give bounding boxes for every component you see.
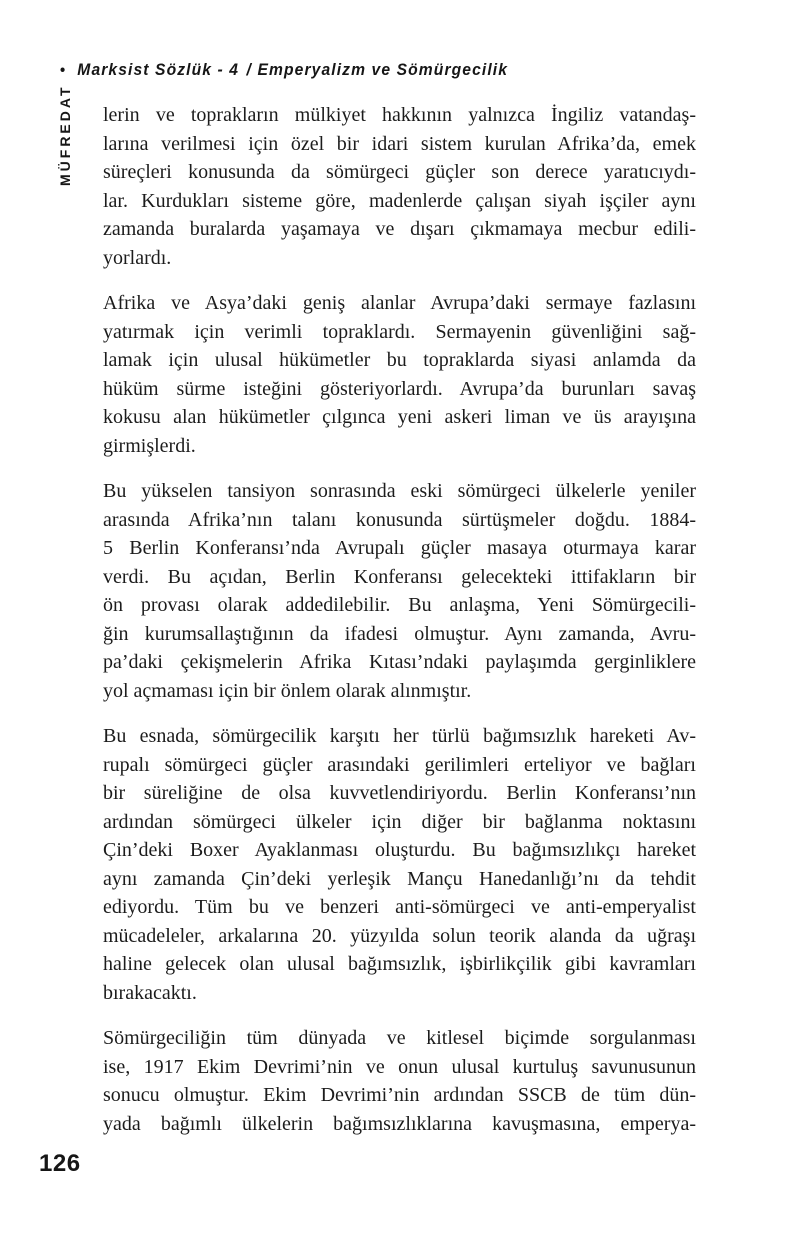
header-chapter-title: Emperyalizm ve Sömürgecilik xyxy=(257,60,509,79)
text-line: bırakacaktı. xyxy=(103,981,197,1004)
text-line: 5 Berlin Konferansı’nda Avrupalı güçler masaya oturmaya karar xyxy=(103,537,696,559)
text-line: ardından sömürgeci ülkeler için diğer bir bağlanma noktasını xyxy=(103,810,696,833)
text-line: süreçleri konusunda da sömürgeci güçler son derece yaratıcıydı- xyxy=(103,161,696,183)
text-line: ğin kurumsallaştığının da ifadesi olmuştur. Aynı zamanda, Avru- xyxy=(103,622,696,645)
text-line: lerin ve toprakların mülkiyet hakkının yalnızca İngiliz vatandaş- xyxy=(103,104,696,126)
text-line: mücadeleler, arkalarına 20. yüzyılda solun teorik alanda da uğraşı xyxy=(103,924,696,947)
text-line: yatırmak için verimli topraklardı. Sermayenin güvenliğini sağ- xyxy=(103,320,696,343)
text-line: haline gelecek olan ulusal bağımsızlık, işbirlikçilik gibi kavramları xyxy=(103,953,696,975)
paragraph xyxy=(103,1024,696,1138)
text-line: rupalı sömürgeci güçler arasındaki gerilimleri erteliyor ve bağları xyxy=(103,753,696,776)
text-line: Sömürgeciliğin tüm dünyada ve kitlesel biçimde sorgulanması xyxy=(103,1027,696,1049)
text-line: kokusu alan hükümetler çılgınca yeni askeri liman ve üs arayışına xyxy=(103,406,696,428)
text-line: Çin’deki Boxer Ayaklanması oluşturdu. Bu bağımsızlıkçı hareket xyxy=(103,839,696,861)
text-line: girmişlerdi. xyxy=(103,434,196,457)
text-line: hüküm sürme isteğini gösteriyorlardı. Avrupa’da burunları savaş xyxy=(103,377,696,400)
text-line: Afrika ve Asya’daki geniş alanlar Avrupa’daki sermaye fazlasını xyxy=(103,292,696,314)
text-line: yol açmaması için bir önlem olarak alınmıştır. xyxy=(103,679,472,702)
text-line: Bu yükselen tansiyon sonrasında eski sömürgeci ülkelerle yeniler xyxy=(103,480,696,502)
text-line: larına verilmesi için özel bir idari sistem kurulan Afrika’da, emek xyxy=(103,132,696,155)
header-series-title: Marksist Sözlük - 4 xyxy=(77,60,240,79)
paragraph xyxy=(103,722,696,1007)
text-line: ön provası olarak addedilebilir. Bu anlaşma, Yeni Sömürgecili- xyxy=(103,594,696,616)
text-line: lamak için ulusal hükümetler bu topraklarda siyasi anlamda da xyxy=(103,349,696,371)
text-line: bir süreliğine de olsa kuvvetlendiriyordu. Berlin Konferansı’nın xyxy=(103,782,696,804)
text-line: yorlardı. xyxy=(103,246,172,269)
text-line: aynı zamanda Çin’deki yerleşik Mançu Hanedanlığı’nı da tehdit xyxy=(103,867,696,890)
text-line: ise, 1917 Ekim Devrimi’nin ve onun ulusal kurtuluş savunusunun xyxy=(103,1055,696,1078)
text-line: Bu esnada, sömürgecilik karşıtı her türlü bağımsızlık hareketi Av- xyxy=(103,725,696,747)
text-line: verdi. Bu açıdan, Berlin Konferansı gelecekteki ittifakların bir xyxy=(103,565,696,588)
text-line: lar. Kurdukları sisteme göre, madenlerde çalışan siyah işçiler aynı xyxy=(103,189,696,212)
text-line: yada bağımlı ülkelerin bağımsızlıklarına kavuşmasına, emperya- xyxy=(103,1112,696,1135)
page-number: 126 xyxy=(39,1150,81,1177)
paragraph xyxy=(103,101,696,272)
header-separator: / xyxy=(246,60,252,79)
text-line: arasında Afrika’nın talanı konusunda sürtüşmeler doğdu. 1884- xyxy=(103,508,696,531)
text-line: pa’daki çekişmelerin Afrika Kıtası’ndaki paylaşımda gerginliklere xyxy=(103,651,696,673)
paragraph xyxy=(103,289,696,460)
text-line: ediyordu. Tüm bu ve benzeri anti-sömürgeci ve anti-emperyalist xyxy=(103,896,696,918)
running-header xyxy=(60,60,649,80)
header-bullet-icon: • xyxy=(60,62,67,79)
text-line: zamanda buralarda yaşamaya ve dışarı çıkmamaya mecbur edili- xyxy=(103,218,696,240)
paragraph xyxy=(103,477,696,705)
body-text-block xyxy=(103,101,696,1155)
margin-section-label: MÜFREDAT xyxy=(57,84,73,186)
text-line: sonucu olmuştur. Ekim Devrimi’nin ardından SSCB de tüm dün- xyxy=(103,1084,696,1106)
